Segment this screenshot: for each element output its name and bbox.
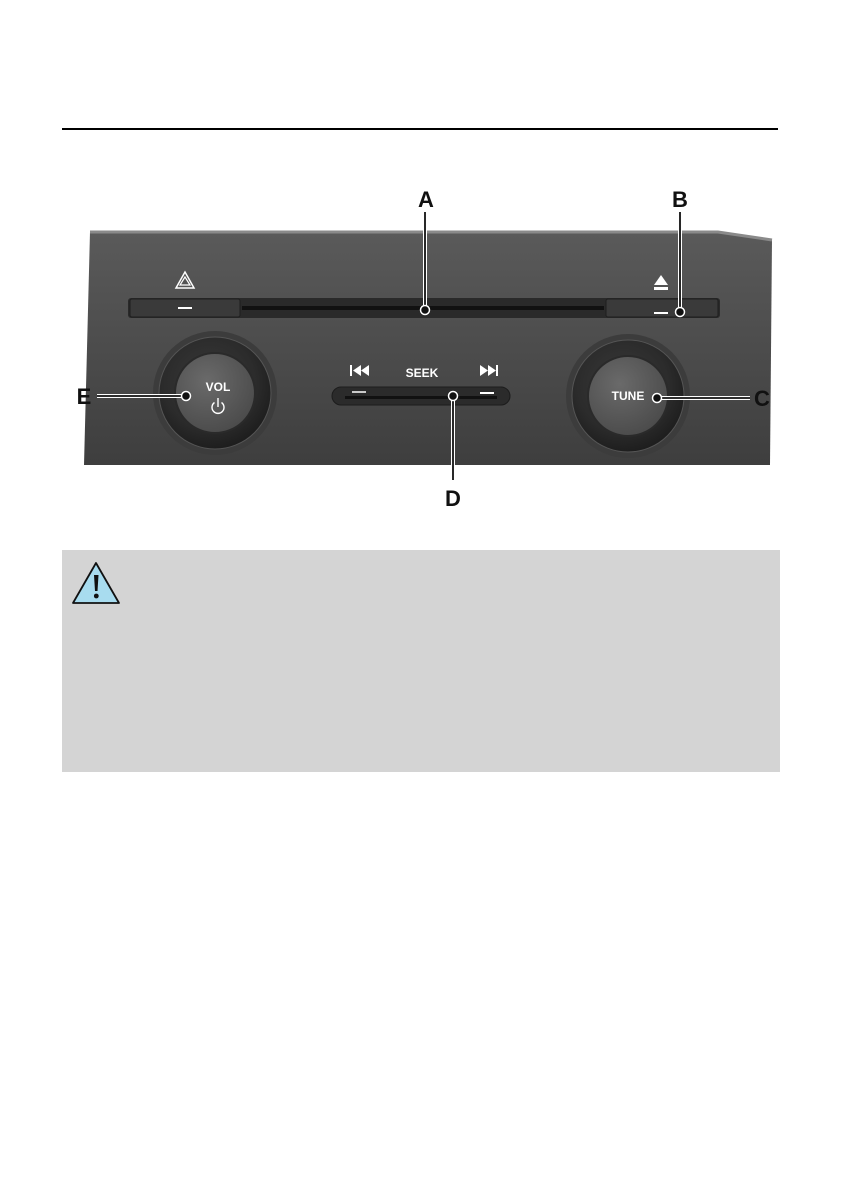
callout-label-b: B (672, 187, 688, 212)
eject-button[interactable] (606, 299, 718, 317)
seek-label: SEEK (405, 366, 439, 380)
callout-label-c: C (754, 386, 770, 411)
callout-dot-c (653, 394, 662, 403)
tune-label: TUNE (611, 389, 645, 403)
seek-bar-slot (345, 396, 497, 399)
warning-box (62, 550, 780, 772)
callout-label-a: A (418, 187, 434, 212)
audio-unit-diagram (0, 180, 841, 520)
callout-dot-e (182, 392, 191, 401)
callout-dot-d (449, 392, 458, 401)
callout-label-d: D (445, 486, 461, 511)
header-rule (62, 128, 778, 130)
callout-label-e: E (76, 384, 92, 409)
volume-label: VOL (205, 380, 231, 394)
callout-dot-b (676, 308, 685, 317)
warning-icon (70, 560, 122, 606)
callout-dot-a (421, 306, 430, 315)
